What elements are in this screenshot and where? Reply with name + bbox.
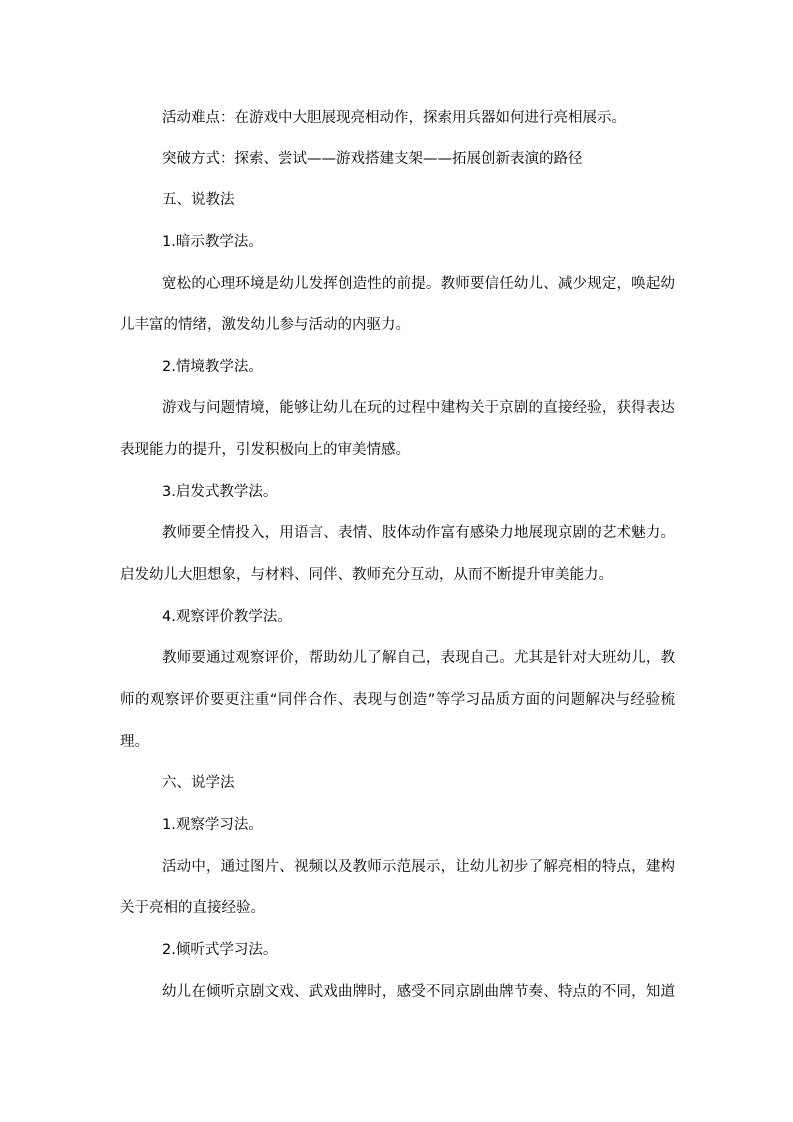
- paragraph-line: 活动中，通过图片、视频以及教师示范展示，让幼儿初步了解亮相的特点，建构: [162, 859, 675, 875]
- paragraph-line: 表现能力的提升，引发积极向上的审美情感。: [120, 442, 410, 458]
- paragraph-line: 儿丰富的情绪，激发幼儿参与活动的内驱力。: [120, 317, 410, 333]
- method-heading-1: 1.暗示教学法。: [162, 234, 263, 250]
- breakthrough-line: 突破方式：探索、尝试——游戏搭建支架——拓展创新表演的路径: [162, 151, 583, 167]
- section-heading-teaching-methods: 五、说教法: [162, 192, 235, 208]
- method-heading-4: 4.观察评价教学法。: [162, 609, 292, 625]
- learning-method-heading-1: 1.观察学习法。: [162, 817, 263, 833]
- paragraph-line: 幼儿在倾听京剧文戏、武戏曲牌时，感受不同京剧曲牌节奏、特点的不同，知道: [162, 984, 675, 1000]
- paragraph-line: 理。: [120, 734, 149, 750]
- learning-method-heading-2: 2.倾听式学习法。: [162, 942, 278, 958]
- paragraph-line: 启发幼儿大胆想象，与材料、同伴、教师充分互动，从而不断提升审美能力。: [120, 567, 613, 583]
- paragraph-line: 教师要全情投入，用语言、表情、肢体动作富有感染力地展现京剧的艺术魅力。: [162, 525, 675, 541]
- paragraph-line: 游戏与问题情境，能够让幼儿在玩的过程中建构关于京剧的直接经验，获得表达: [162, 400, 675, 416]
- section-heading-learning-methods: 六、说学法: [162, 775, 235, 791]
- paragraph-line: 师的观察评价要更注重“同伴合作、表现与创造”等学习品质方面的问题解决与经验梳: [120, 692, 675, 708]
- method-heading-2: 2.情境教学法。: [162, 359, 263, 375]
- paragraph-line: 教师要通过观察评价，帮助幼儿了解自己，表现自己。尤其是针对大班幼儿，教: [162, 650, 675, 666]
- paragraph-line: 宽松的心理环境是幼儿发挥创造性的前提。教师要信任幼儿、减少规定，唤起幼: [162, 276, 675, 292]
- paragraph-line: 关于亮相的直接经验。: [120, 900, 265, 916]
- difficulty-line: 活动难点：在游戏中大胆展现亮相动作，探索用兵器如何进行亮相展示。: [162, 110, 626, 126]
- method-heading-3: 3.启发式教学法。: [162, 484, 278, 500]
